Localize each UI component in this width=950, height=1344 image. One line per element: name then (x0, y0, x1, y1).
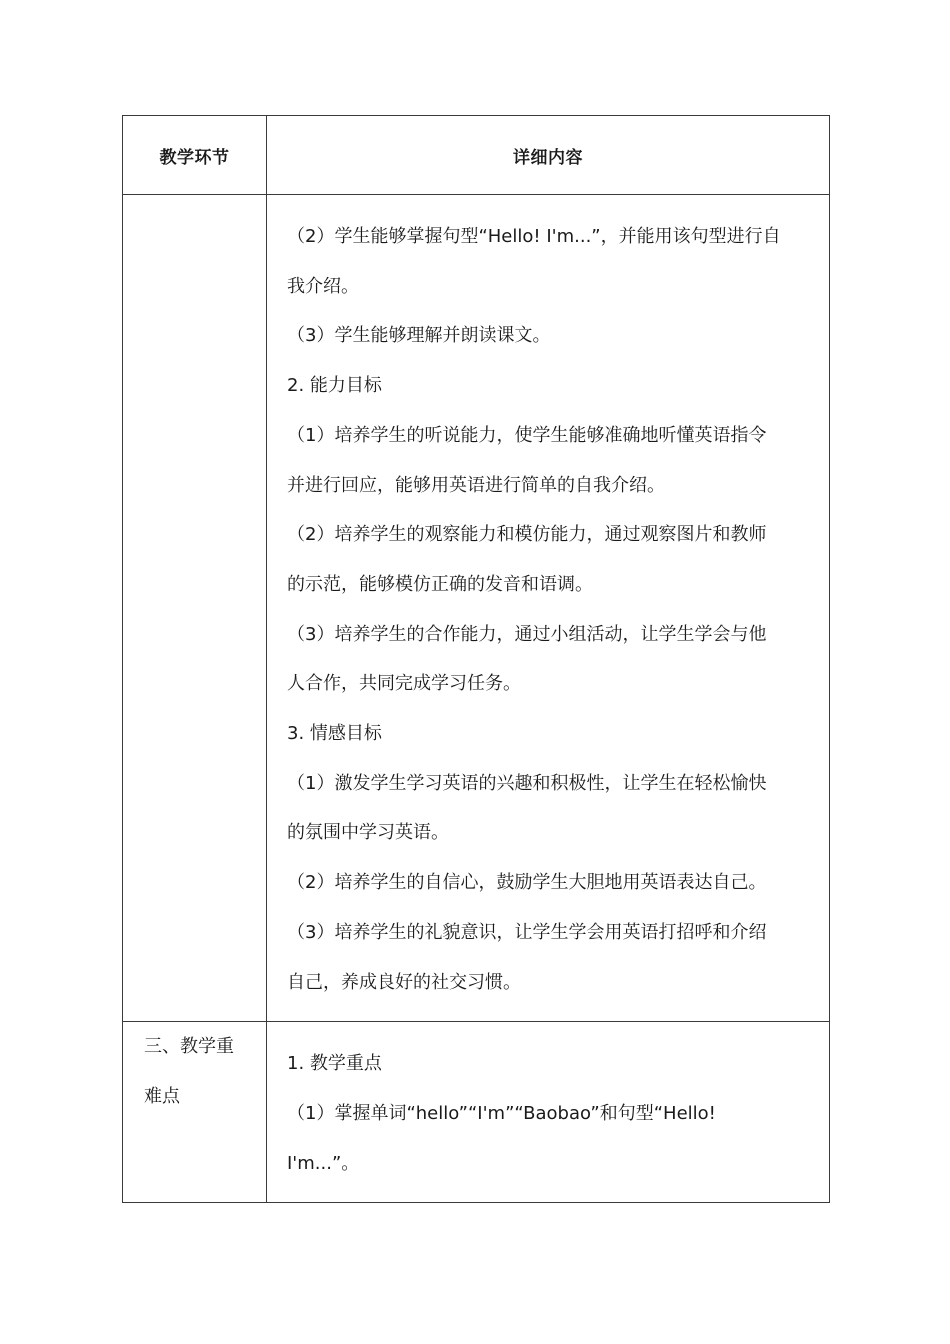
detail-line: （2）培养学生的自信心，鼓励学生大胆地用英语表达自己。 (287, 872, 767, 894)
detail-line: I'm...”。 (287, 1152, 360, 1174)
stage-label-line: 难点 (144, 1086, 180, 1108)
detail-line: 2. 能力目标 (287, 375, 382, 397)
detail-line: 并进行回应，能够用英语进行简单的自我介绍。 (287, 474, 665, 496)
header-stage: 教学环节 (123, 116, 267, 195)
detail-line: 我介绍。 (287, 275, 359, 297)
stage-cell-objectives (123, 195, 267, 1022)
table-row-objectives (123, 195, 830, 1022)
detail-line: （2）学生能够掌握句型“Hello! I'm...”，并能用该句型进行自 (287, 226, 781, 247)
detail-line: （1）激发学生学习英语的兴趣和积极性，让学生在轻松愉快 (287, 772, 767, 794)
stage-cell-key-points (123, 1022, 267, 1203)
detail-cell-key-points (267, 1022, 830, 1203)
detail-line: 的示范，能够模仿正确的发音和语调。 (287, 573, 593, 595)
table-header-row (123, 116, 830, 195)
detail-line: 3. 情感目标 (287, 723, 382, 745)
detail-line: 1. 教学重点 (287, 1053, 382, 1075)
detail-line: （1）掌握单词“hello”“I'm”“Baobao”和句型“Hello! (287, 1102, 716, 1124)
detail-line: 人合作，共同完成学习任务。 (287, 673, 521, 695)
detail-line: 的氛围中学习英语。 (287, 822, 449, 844)
lesson-plan-table (122, 115, 830, 1203)
detail-line: （3）学生能够理解并朗读课文。 (287, 325, 551, 347)
detail-line: （2）培养学生的观察能力和模仿能力，通过观察图片和教师 (287, 524, 767, 546)
stage-label-line: 三、教学重 (144, 1036, 234, 1058)
detail-line: （1）培养学生的听说能力，使学生能够准确地听懂英语指令 (287, 424, 767, 446)
detail-line: （3）培养学生的合作能力，通过小组活动，让学生学会与他 (287, 623, 767, 645)
header-detail: 详细内容 (267, 116, 830, 195)
detail-line: （3）培养学生的礼貌意识，让学生学会用英语打招呼和介绍 (287, 921, 767, 943)
table-row-key-points (123, 1022, 830, 1203)
detail-line: 自己，养成良好的社交习惯。 (287, 971, 521, 993)
detail-cell-objectives (267, 195, 830, 1022)
